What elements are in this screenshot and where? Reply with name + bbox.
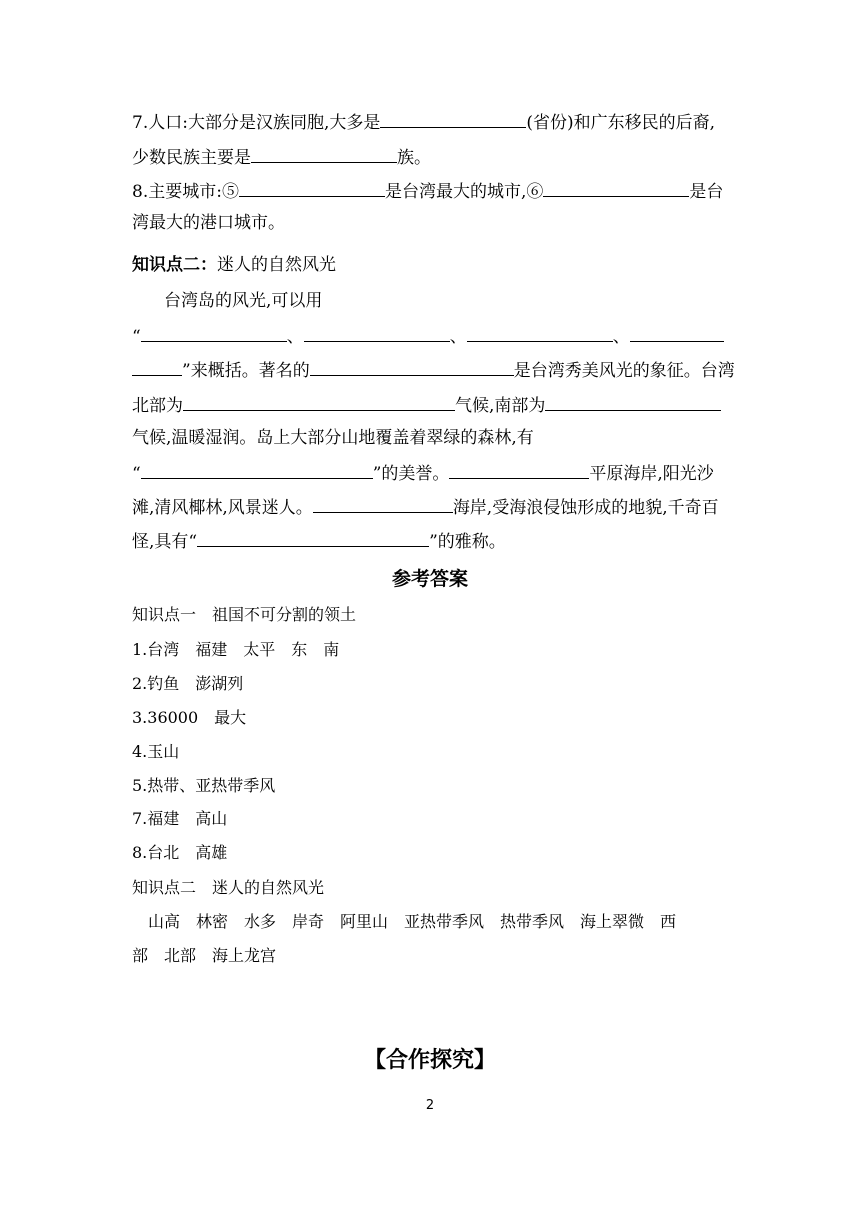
- q7-text-c: 少数民族主要是: [132, 148, 251, 168]
- para-blank-rock-coast: [313, 494, 453, 513]
- section2-title: [132, 253, 732, 277]
- q7-line-1: [132, 109, 732, 135]
- page-number: 2: [425, 1098, 435, 1113]
- answer-line: 3.36000 最大: [132, 708, 247, 727]
- q8-text-a: 8.主要城市:⑤: [132, 182, 239, 202]
- q7-text-d: 族。: [397, 148, 431, 168]
- para-line-7: [132, 494, 732, 520]
- para-blank-reputation: [141, 460, 373, 479]
- answer-line: 1.台湾 福建 太平 东 南: [132, 640, 340, 659]
- para-l6c: 平原海岸,阳光沙: [589, 464, 714, 484]
- separator: 、: [286, 327, 304, 347]
- para-blank-4a: [630, 323, 724, 342]
- q8-text-b: 是台湾最大的城市,⑥: [384, 182, 544, 202]
- para-blank-1: [141, 323, 287, 342]
- answer-line: 2.钓鱼 澎湖列: [132, 674, 244, 693]
- para-l3-end: ”来概括。著名的: [182, 361, 310, 381]
- q8-text-d: 湾最大的港口城市。: [132, 213, 285, 233]
- answers-title: 参考答案: [391, 568, 468, 590]
- para-l7b: 海岸,受海浪侵蚀形成的地貌,千奇百: [452, 498, 719, 518]
- para-line-3: [132, 357, 735, 383]
- q7-line-2: [132, 144, 732, 170]
- para-blank-3: [467, 323, 613, 342]
- cooperate-heading: 【合作探究】: [363, 1048, 496, 1073]
- answer-line: 4.玉山: [132, 742, 180, 761]
- answer-line: 知识点一 祖国不可分割的领土: [132, 605, 357, 624]
- para-blank-famous: [310, 357, 514, 376]
- q7-text-a: 7.人口:大部分是汉族同胞,大多是: [132, 113, 381, 133]
- para-l8b: ”的雅称。: [429, 532, 506, 552]
- q7-text-b: (省份)和广东移民的后裔,: [526, 113, 716, 133]
- para-blank-plain-coast: [449, 460, 589, 479]
- answer-line: 7.福建 高山: [132, 809, 228, 828]
- q8-text-c: 是台: [689, 182, 724, 202]
- para-l6a: “: [132, 464, 141, 484]
- para-l1: 台湾岛的风光,可以用: [164, 291, 323, 311]
- para-blank-south-climate: [545, 392, 721, 411]
- para-line-5: [132, 426, 732, 450]
- answer-line: 山高 林密 水多 岸奇 阿里山 亚热带季风 热带季风 海上翠微 西: [132, 912, 677, 931]
- para-line-1: [164, 289, 764, 313]
- para-l4a: 北部为: [132, 396, 183, 416]
- para-line-2: [132, 323, 732, 349]
- para-line-4: [132, 392, 732, 418]
- answer-line: 5.热带、亚热带季风: [132, 776, 276, 795]
- para-blank-north-climate: [183, 392, 455, 411]
- q7-blank-ethnic: [251, 144, 397, 163]
- quote-open: “: [132, 327, 141, 347]
- para-blank-4b: [132, 357, 182, 376]
- q8-blank-6: [543, 178, 689, 197]
- para-line-8: [132, 528, 732, 554]
- para-blank-nickname: [197, 528, 429, 547]
- q8-blank-5: [239, 178, 385, 197]
- para-l3-tail: 是台湾秀美风光的象征。台湾: [513, 361, 735, 381]
- separator: 、: [612, 327, 630, 347]
- answer-line: 知识点二 迷人的自然风光: [132, 878, 325, 897]
- q8-line-2: [132, 211, 732, 235]
- para-l6b: ”的美誉。: [372, 464, 450, 484]
- para-blank-2: [304, 323, 450, 342]
- section2-title-bold: 知识点二：: [132, 255, 217, 275]
- para-line-6: [132, 460, 732, 486]
- para-l4b: 气候,南部为: [455, 396, 546, 416]
- q8-line-1: [132, 178, 732, 204]
- answer-line: 部 北部 海上龙宫: [132, 946, 277, 965]
- section2-title-rest: 迷人的自然风光: [217, 255, 336, 275]
- q7-blank-province: [380, 109, 526, 128]
- separator: 、: [449, 327, 467, 347]
- para-l5: 气候,温暖湿润。岛上大部分山地覆盖着翠绿的森林,有: [132, 428, 534, 448]
- para-l8a: 怪,具有“: [132, 532, 198, 552]
- para-l7a: 滩,清风椰林,风景迷人。: [132, 498, 313, 518]
- answer-line: 8.台北 高雄: [132, 843, 228, 862]
